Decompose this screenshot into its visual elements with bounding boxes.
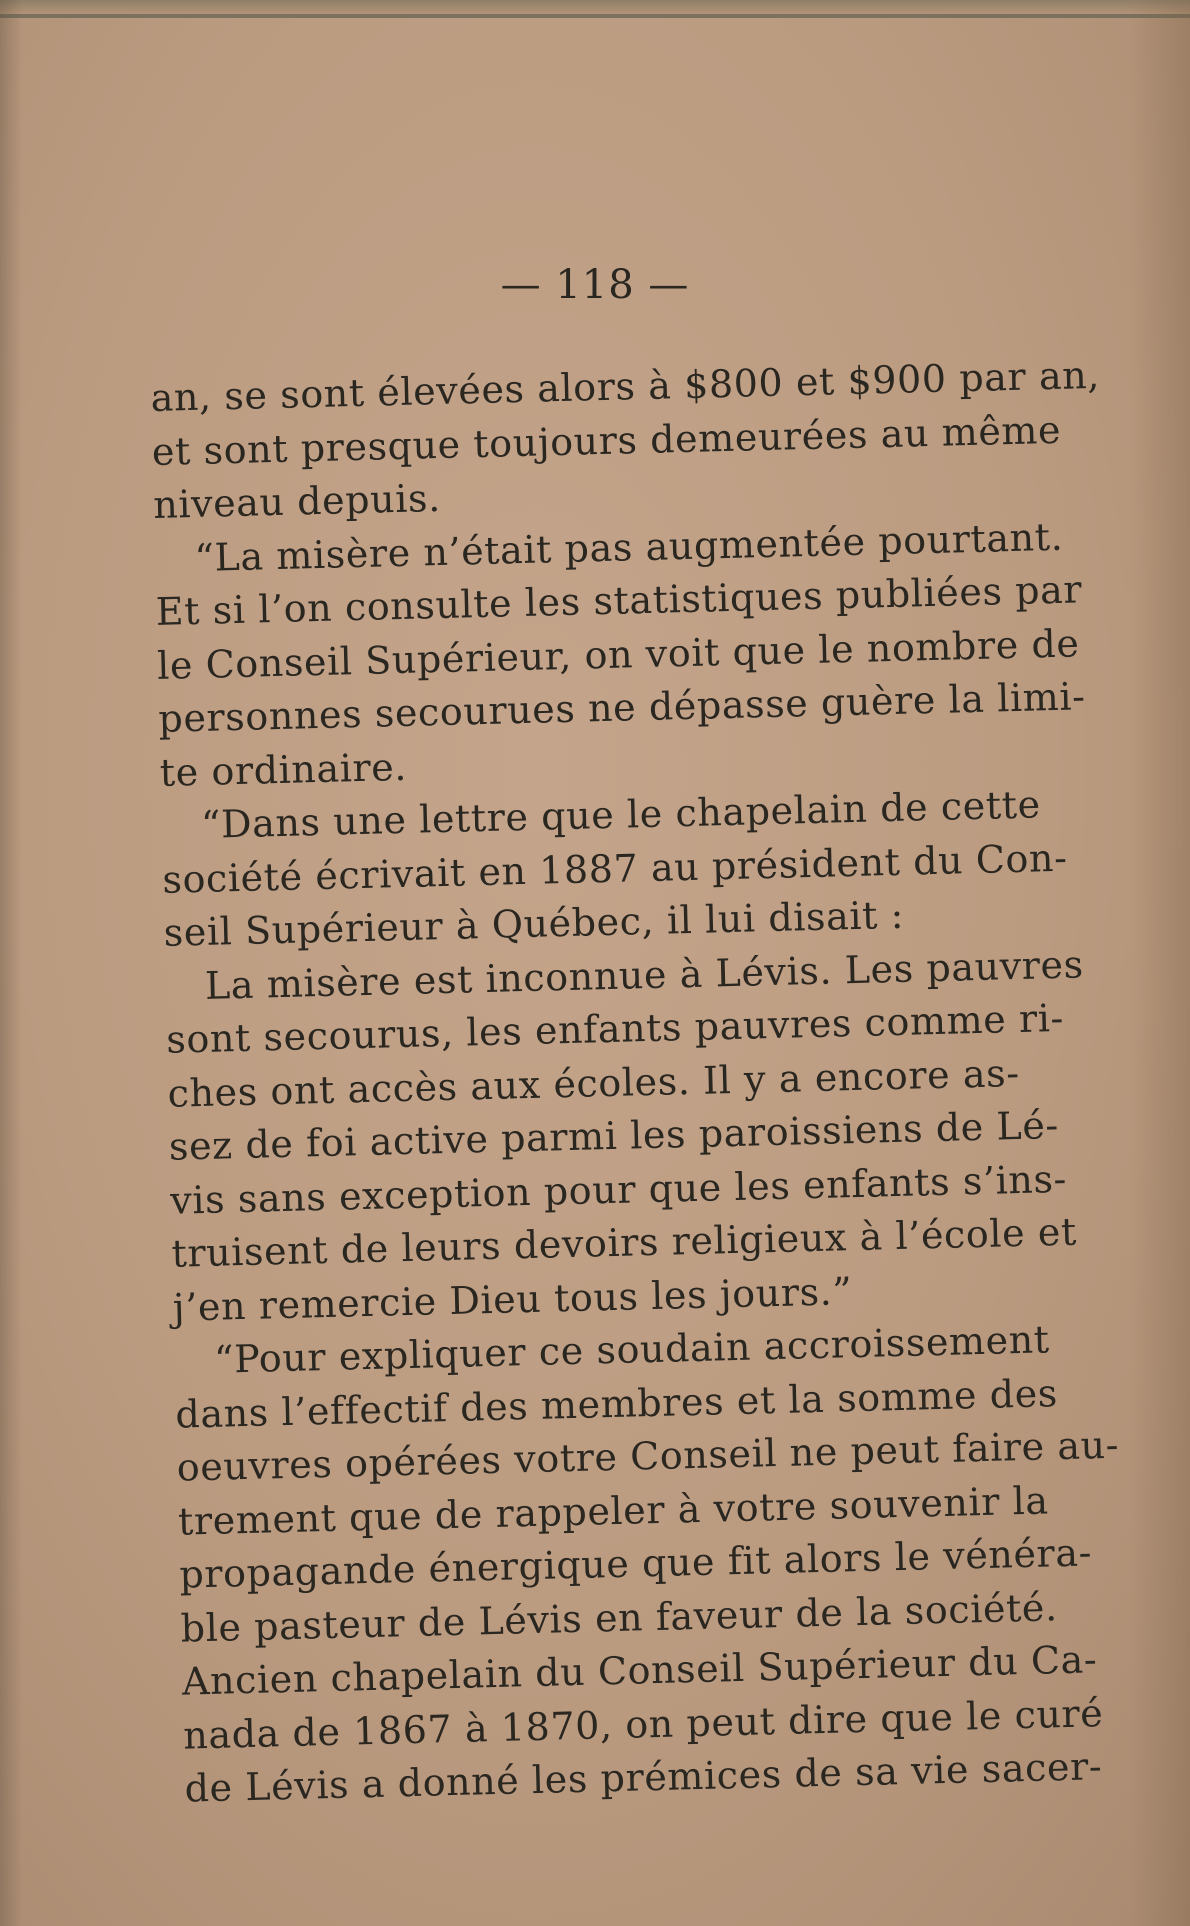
page-top-shadow bbox=[0, 0, 1190, 14]
text-line: sez de foi active parmi les paroissiens de Lé- bbox=[168, 1103, 1060, 1169]
text-line: truisent de leurs devoirs religieux à l’école et bbox=[171, 1209, 1078, 1276]
text-line: sont secourus, les enfants pauvres comme ri- bbox=[165, 995, 1065, 1062]
text-line: dans l’effectif des membres et la somme des bbox=[174, 1370, 1059, 1437]
text-line: nada de 1867 à 1870, on peut dire que le curé bbox=[182, 1690, 1104, 1758]
text-line: personnes secourues ne dépasse guère la limi- bbox=[157, 674, 1087, 741]
text-line: te ordinaire. bbox=[159, 744, 408, 795]
text-line: an, se sont élevées alors à $800 et $900 par an, bbox=[150, 352, 1101, 420]
text-line: “Pour expliquer ce soudain accroissement bbox=[213, 1317, 1051, 1382]
text-line: Et si l’on consulte les statistiques publiées par bbox=[155, 567, 1083, 634]
body-text bbox=[150, 349, 1120, 1816]
text-line: le Conseil Supérieur, on voit que le nombre de bbox=[156, 620, 1080, 688]
text-line: Ancien chapelain du Conseil Supérieur du Ca- bbox=[181, 1637, 1098, 1704]
text-line: vis sans exception pour que les enfants s’ins- bbox=[169, 1156, 1068, 1223]
text-line: “La misère n’était pas augmentée pourtant. bbox=[194, 514, 1064, 580]
text-line: seil Supérieur à Québec, il lui disait : bbox=[163, 892, 905, 955]
page-number: — 118 — bbox=[500, 262, 690, 308]
text-line: propagande énergique que fit alors le vénéra- bbox=[178, 1530, 1093, 1597]
text-line: La misère est inconnue à Lévis. Les pauvres bbox=[204, 941, 1085, 1008]
text-line: ches ont accès aux écoles. Il y a encore as- bbox=[167, 1050, 1021, 1116]
text-line: “Dans une lettre que le chapelain de cette bbox=[200, 782, 1042, 847]
text-line: de Lévis a donné les prémices de sa vie sacer- bbox=[184, 1744, 1103, 1811]
page-top-rule bbox=[0, 14, 1190, 18]
text-line: trement que de rappeler à votre souvenir la bbox=[177, 1477, 1050, 1544]
text-line: et sont presque toujours demeurées au même bbox=[151, 407, 1062, 474]
text-line: ble pasteur de Lévis en faveur de la société. bbox=[180, 1584, 1059, 1651]
text-line: société écrivait en 1887 au président du Con- bbox=[161, 835, 1068, 902]
text-line: niveau depuis. bbox=[152, 475, 442, 527]
text-line: j’en remercie Dieu tous les jours.” bbox=[172, 1268, 853, 1330]
text-line: oeuvres opérées votre Conseil ne peut faire au- bbox=[176, 1422, 1120, 1490]
